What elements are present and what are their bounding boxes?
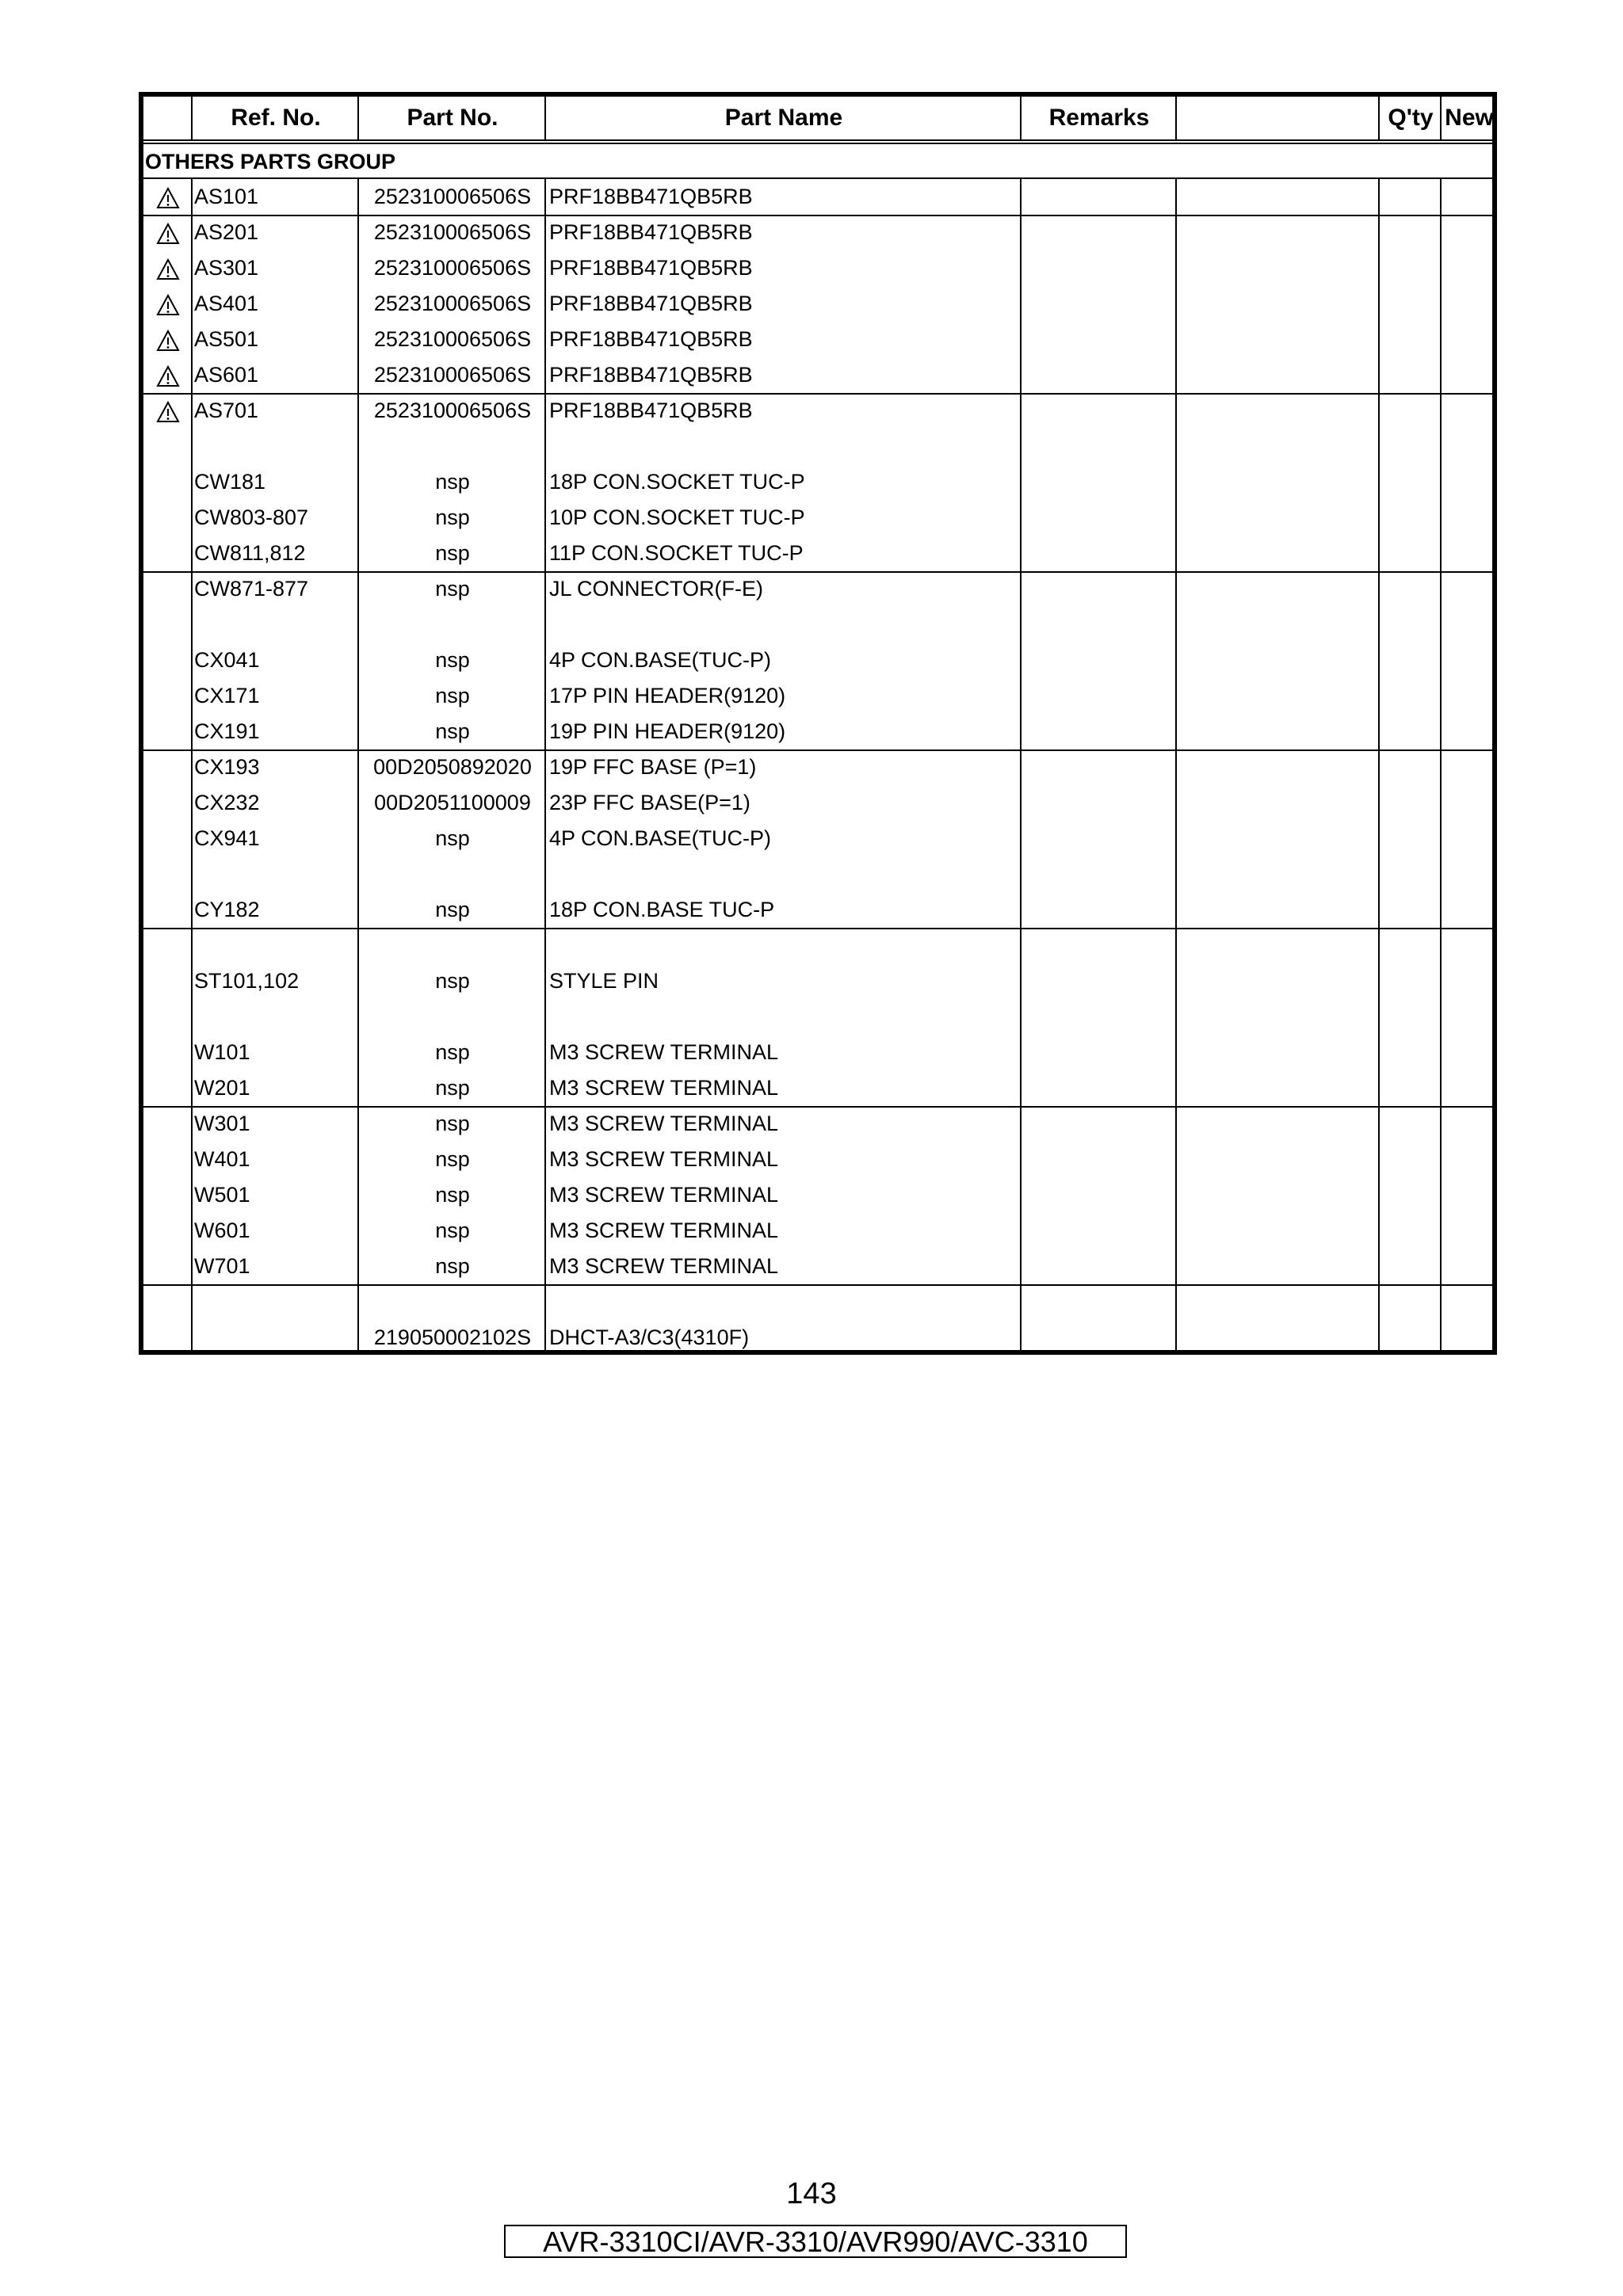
ref-no-cell (193, 1320, 361, 1356)
part-no-cell (359, 607, 546, 643)
part-name-cell: M3 SCREW TERMINAL (549, 1254, 779, 1278)
part-name-cell: M3 SCREW TERMINAL (549, 1219, 779, 1242)
part-name-cell: JL CONNECTOR(F-E) (549, 577, 763, 601)
column-divider (1440, 179, 1442, 1350)
header-part-name: Part Name (724, 105, 843, 131)
part-name-cell: PRF18BB471QB5RB (549, 399, 753, 422)
part-no-cell: nsp (435, 898, 470, 921)
header-divider (1378, 97, 1380, 139)
header-remarks: Remarks (1048, 105, 1150, 131)
ref-no-cell: CX941 (194, 826, 260, 850)
ref-no-cell: W501 (194, 1183, 250, 1207)
part-no-cell: nsp (435, 1254, 470, 1278)
ref-no-cell (193, 607, 361, 643)
part-no-cell: nsp (435, 719, 470, 743)
part-no-cell: nsp (435, 1076, 470, 1100)
part-name-cell: PRF18BB471QB5RB (549, 220, 753, 244)
table-header-row (143, 97, 1492, 144)
header-divider (1440, 97, 1442, 139)
part-no-cell (359, 999, 546, 1035)
header-divider (1175, 97, 1177, 139)
ref-no-cell: CW871-877 (194, 577, 309, 601)
ref-no-cell: W601 (194, 1219, 250, 1242)
part-name-cell: M3 SCREW TERMINAL (549, 1040, 779, 1064)
safety-warning-icon (150, 250, 186, 286)
part-name-cell: 19P PIN HEADER(9120) (549, 719, 786, 743)
header-blank (1177, 97, 1380, 139)
safety-warning-icon (150, 357, 186, 393)
part-no-cell: 00D2050892020 (373, 755, 532, 779)
part-name-cell: 11P CON.SOCKET TUC-P (549, 541, 804, 565)
part-no-cell: nsp (435, 648, 470, 672)
header-ref-no: Ref. No. (231, 105, 321, 131)
ref-no-cell: CX232 (194, 791, 260, 814)
group-title: OTHERS PARTS GROUP (143, 144, 1492, 179)
part-name-cell: PRF18BB471QB5RB (549, 292, 753, 315)
part-name-cell: M3 SCREW TERMINAL (549, 1076, 779, 1100)
part-no-cell: nsp (435, 1147, 470, 1171)
part-no-cell: nsp (435, 1040, 470, 1064)
ref-no-cell: CY182 (194, 898, 260, 921)
part-no-cell: nsp (435, 826, 470, 850)
part-no-cell: 00D2051100009 (374, 791, 531, 814)
part-name-cell (546, 856, 1025, 892)
part-no-cell: nsp (435, 470, 470, 494)
part-name-cell: 17P PIN HEADER(9120) (549, 684, 786, 707)
part-no-cell: 252310006506S (373, 399, 532, 422)
part-no-cell: nsp (435, 505, 470, 529)
part-name-cell: M3 SCREW TERMINAL (549, 1147, 779, 1171)
part-no-cell (359, 856, 546, 892)
safety-warning-icon (150, 215, 186, 250)
part-name-cell (546, 928, 1025, 963)
part-name-cell: 4P CON.BASE(TUC-P) (549, 648, 772, 672)
ref-no-cell: AS501 (194, 327, 259, 351)
part-name-cell (546, 1284, 1025, 1320)
part-no-cell: nsp (435, 684, 470, 707)
ref-no-cell: AS601 (194, 363, 259, 387)
model-name-box (504, 2225, 1127, 2258)
part-name-cell: 10P CON.SOCKET TUC-P (549, 505, 805, 529)
part-no-cell: 252310006506S (373, 363, 532, 387)
column-divider (1175, 179, 1177, 1350)
header-divider (191, 97, 193, 139)
ref-no-cell: CW181 (194, 470, 266, 494)
part-no-cell: nsp (435, 541, 470, 565)
header-new: New (1445, 105, 1494, 131)
ref-no-cell: AS301 (194, 256, 259, 280)
ref-no-cell (193, 1284, 361, 1320)
part-no-cell: 252310006506S (373, 220, 532, 244)
ref-no-cell (193, 928, 361, 963)
ref-no-cell: CW811,812 (194, 541, 306, 565)
table-body (143, 179, 1492, 1350)
ref-no-cell: W301 (194, 1112, 250, 1135)
part-no-cell: 252310006506S (373, 292, 532, 315)
part-name-cell: STYLE PIN (549, 969, 659, 993)
safety-warning-icon (150, 322, 186, 357)
part-no-cell: nsp (435, 1183, 470, 1207)
header-part-no: Part No. (407, 105, 498, 131)
header-divider (1020, 97, 1022, 139)
ref-no-cell: AS101 (194, 185, 259, 208)
ref-no-cell: CX191 (194, 719, 260, 743)
part-no-cell: 252310006506S (373, 256, 532, 280)
part-no-cell: nsp (435, 577, 470, 601)
ref-no-cell: AS401 (194, 292, 259, 315)
ref-no-cell (193, 856, 361, 892)
part-name-cell: PRF18BB471QB5RB (549, 185, 753, 208)
part-name-cell: 4P CON.BASE(TUC-P) (549, 826, 772, 850)
ref-no-cell (193, 999, 361, 1035)
part-name-cell: 23P FFC BASE(P=1) (549, 791, 750, 814)
part-no-cell: 219050002102S (373, 1325, 532, 1349)
part-name-cell: 18P CON.SOCKET TUC-P (549, 470, 805, 494)
part-name-cell: PRF18BB471QB5RB (549, 256, 753, 280)
safety-warning-icon (150, 393, 186, 429)
ref-no-cell: CX041 (194, 648, 260, 672)
part-no-cell: nsp (435, 1112, 470, 1135)
ref-no-cell: W101 (194, 1040, 250, 1064)
part-no-cell (359, 928, 546, 963)
part-name-cell: PRF18BB471QB5RB (549, 363, 753, 387)
part-name-cell (546, 429, 1025, 464)
part-name-cell: M3 SCREW TERMINAL (549, 1112, 779, 1135)
ref-no-cell: CX171 (194, 684, 260, 707)
part-name-cell: 19P FFC BASE (P=1) (549, 755, 757, 779)
part-name-cell (546, 607, 1025, 643)
part-no-cell (359, 1284, 546, 1320)
ref-no-cell: W401 (194, 1147, 250, 1171)
safety-warning-icon (150, 286, 186, 322)
part-name-cell: DHCT-A3/C3(4310F) (549, 1325, 750, 1349)
page-number: 143 (786, 2177, 837, 2210)
header-qty: Q'ty (1388, 105, 1434, 131)
part-no-cell: 252310006506S (373, 185, 532, 208)
header-divider (544, 97, 546, 139)
part-name-cell (546, 999, 1025, 1035)
part-name-cell: 18P CON.BASE TUC-P (549, 898, 775, 921)
model-name: AVR-3310CI/AVR-3310/AVR990/AVC-3310 (543, 2225, 1088, 2258)
part-no-cell (359, 429, 546, 464)
part-name-cell: PRF18BB471QB5RB (549, 327, 753, 351)
ref-no-cell: CW803-807 (194, 505, 309, 529)
ref-no-cell: W201 (194, 1076, 250, 1100)
part-name-cell: M3 SCREW TERMINAL (549, 1183, 779, 1207)
parts-list-table (139, 92, 1497, 1355)
header-divider (357, 97, 359, 139)
ref-no-cell: AS701 (194, 399, 259, 422)
ref-no-cell (193, 429, 361, 464)
part-no-cell: nsp (435, 1219, 470, 1242)
ref-no-cell: ST101,102 (194, 969, 300, 993)
ref-no-cell: CX193 (194, 755, 260, 779)
safety-warning-icon (150, 179, 186, 215)
part-no-cell: nsp (435, 969, 470, 993)
ref-no-cell: W701 (194, 1254, 250, 1278)
part-no-cell: 252310006506S (373, 327, 532, 351)
column-divider (1378, 179, 1380, 1350)
ref-no-cell: AS201 (194, 220, 259, 244)
